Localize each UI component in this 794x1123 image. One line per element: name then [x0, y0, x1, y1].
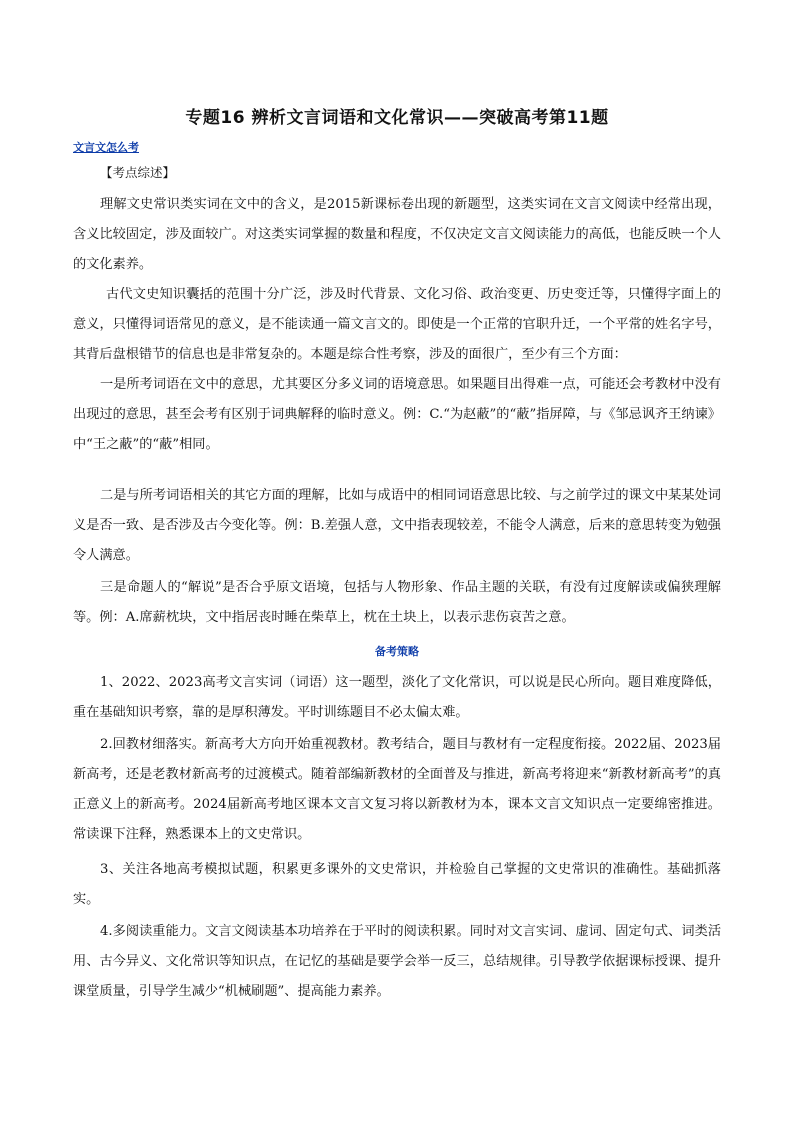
- section-link[interactable]: 文言文怎么考: [73, 141, 139, 154]
- strategy-heading: 备考策略: [375, 645, 419, 658]
- paragraph: 理解文史常识类实词在文中的含义，是2015新课标卷出现的新题型，这类实词在文言文阅读中经常出现，含义比较固定，涉及面较广。对这类实词掌握的数量和程度，不仅决定文言文阅读能力的高低，也能反映一个人的文化素养。: [73, 197, 721, 272]
- subheading: 【考点综述】: [100, 165, 176, 180]
- paragraph: 三是命题人的“解说”是否合乎原文语境，包括与人物形象、作品主题的关联，有没有过度解读或偏狭理解等。例：A.席薪枕块，文中指居丧时睡在柴草上，枕在土块上，以表示悲伤哀苦之意。: [73, 580, 721, 625]
- strategy-item: 1、2022、2023高考文言实词（词语）这一题型，淡化了文化常识，可以说是民心所向。题目难度降低，重在基础知识考察，靠的是厚积薄发。平时训练题目不必太偏太难。: [73, 675, 721, 720]
- strategy-item: 2.回教材细落实。新高考大方向开始重视教材。教考结合，题目与教材有一定程度衔接。2022届、2023届新高考，还是老教材新高考的过渡模式。随着部编新教材的全面普及与推进，新高考将迎来“新教材新高考”的真正意义上的新高考。2024届新高考地区课本文言文复习将以新教材为本，课本文言文知识点一定要绵密推进。常读课下注释，熟悉课本上的文史常识。: [73, 737, 721, 842]
- strategy-item: 3、关注各地高考模拟试题，积累更多课外的文史常识，并检验自己掌握的文史常识的准确性。基础抓落实。: [73, 862, 721, 907]
- page-title: 专题16 辨析文言词语和文化常识——突破高考第11题: [185, 108, 609, 128]
- paragraph: 古代文史知识囊括的范围十分广泛，涉及时代背景、文化习俗、政治变更、历史变迁等，只懂得字面上的意义，只懂得词语常见的意义，是不能读通一篇文言文的。即使是一个正常的官职升迁，一个平常的姓名字号，其背后盘根错节的信息也是非常复杂的。本题是综合性考察，涉及的面很广，至少有三个方面：: [73, 287, 721, 362]
- strategy-item: 4.多阅读重能力。文言文阅读基本功培养在于平时的阅读积累。同时对文言实词、虚词、固定句式、词类活用、古今异义、文化常识等知识点，在记忆的基础是要学会举一反三，总结规律。引导教学依据课标授课、提升课堂质量，引导学生减少“机械刷题”、提高能力素养。: [73, 924, 721, 999]
- paragraph: 一是所考词语在文中的意思，尤其要区分多义词的语境意思。如果题目出得难一点，可能还会考教材中没有出现过的意思，甚至会考有区别于词典解释的临时意义。例：C.“为赵蔽”的“蔽”指屏障，与《邹忌讽齐王纳谏》中“王之蔽”的“蔽”相同。: [73, 377, 721, 452]
- paragraph: 二是与所考词语相关的其它方面的理解，比如与成语中的相同词语意思比较、与之前学过的课文中某某处词义是否一致、是否涉及古今变化等。例：B.差强人意，文中指表现较差，不能令人满意，后来的意思转变为勉强令人满意。: [73, 488, 721, 563]
